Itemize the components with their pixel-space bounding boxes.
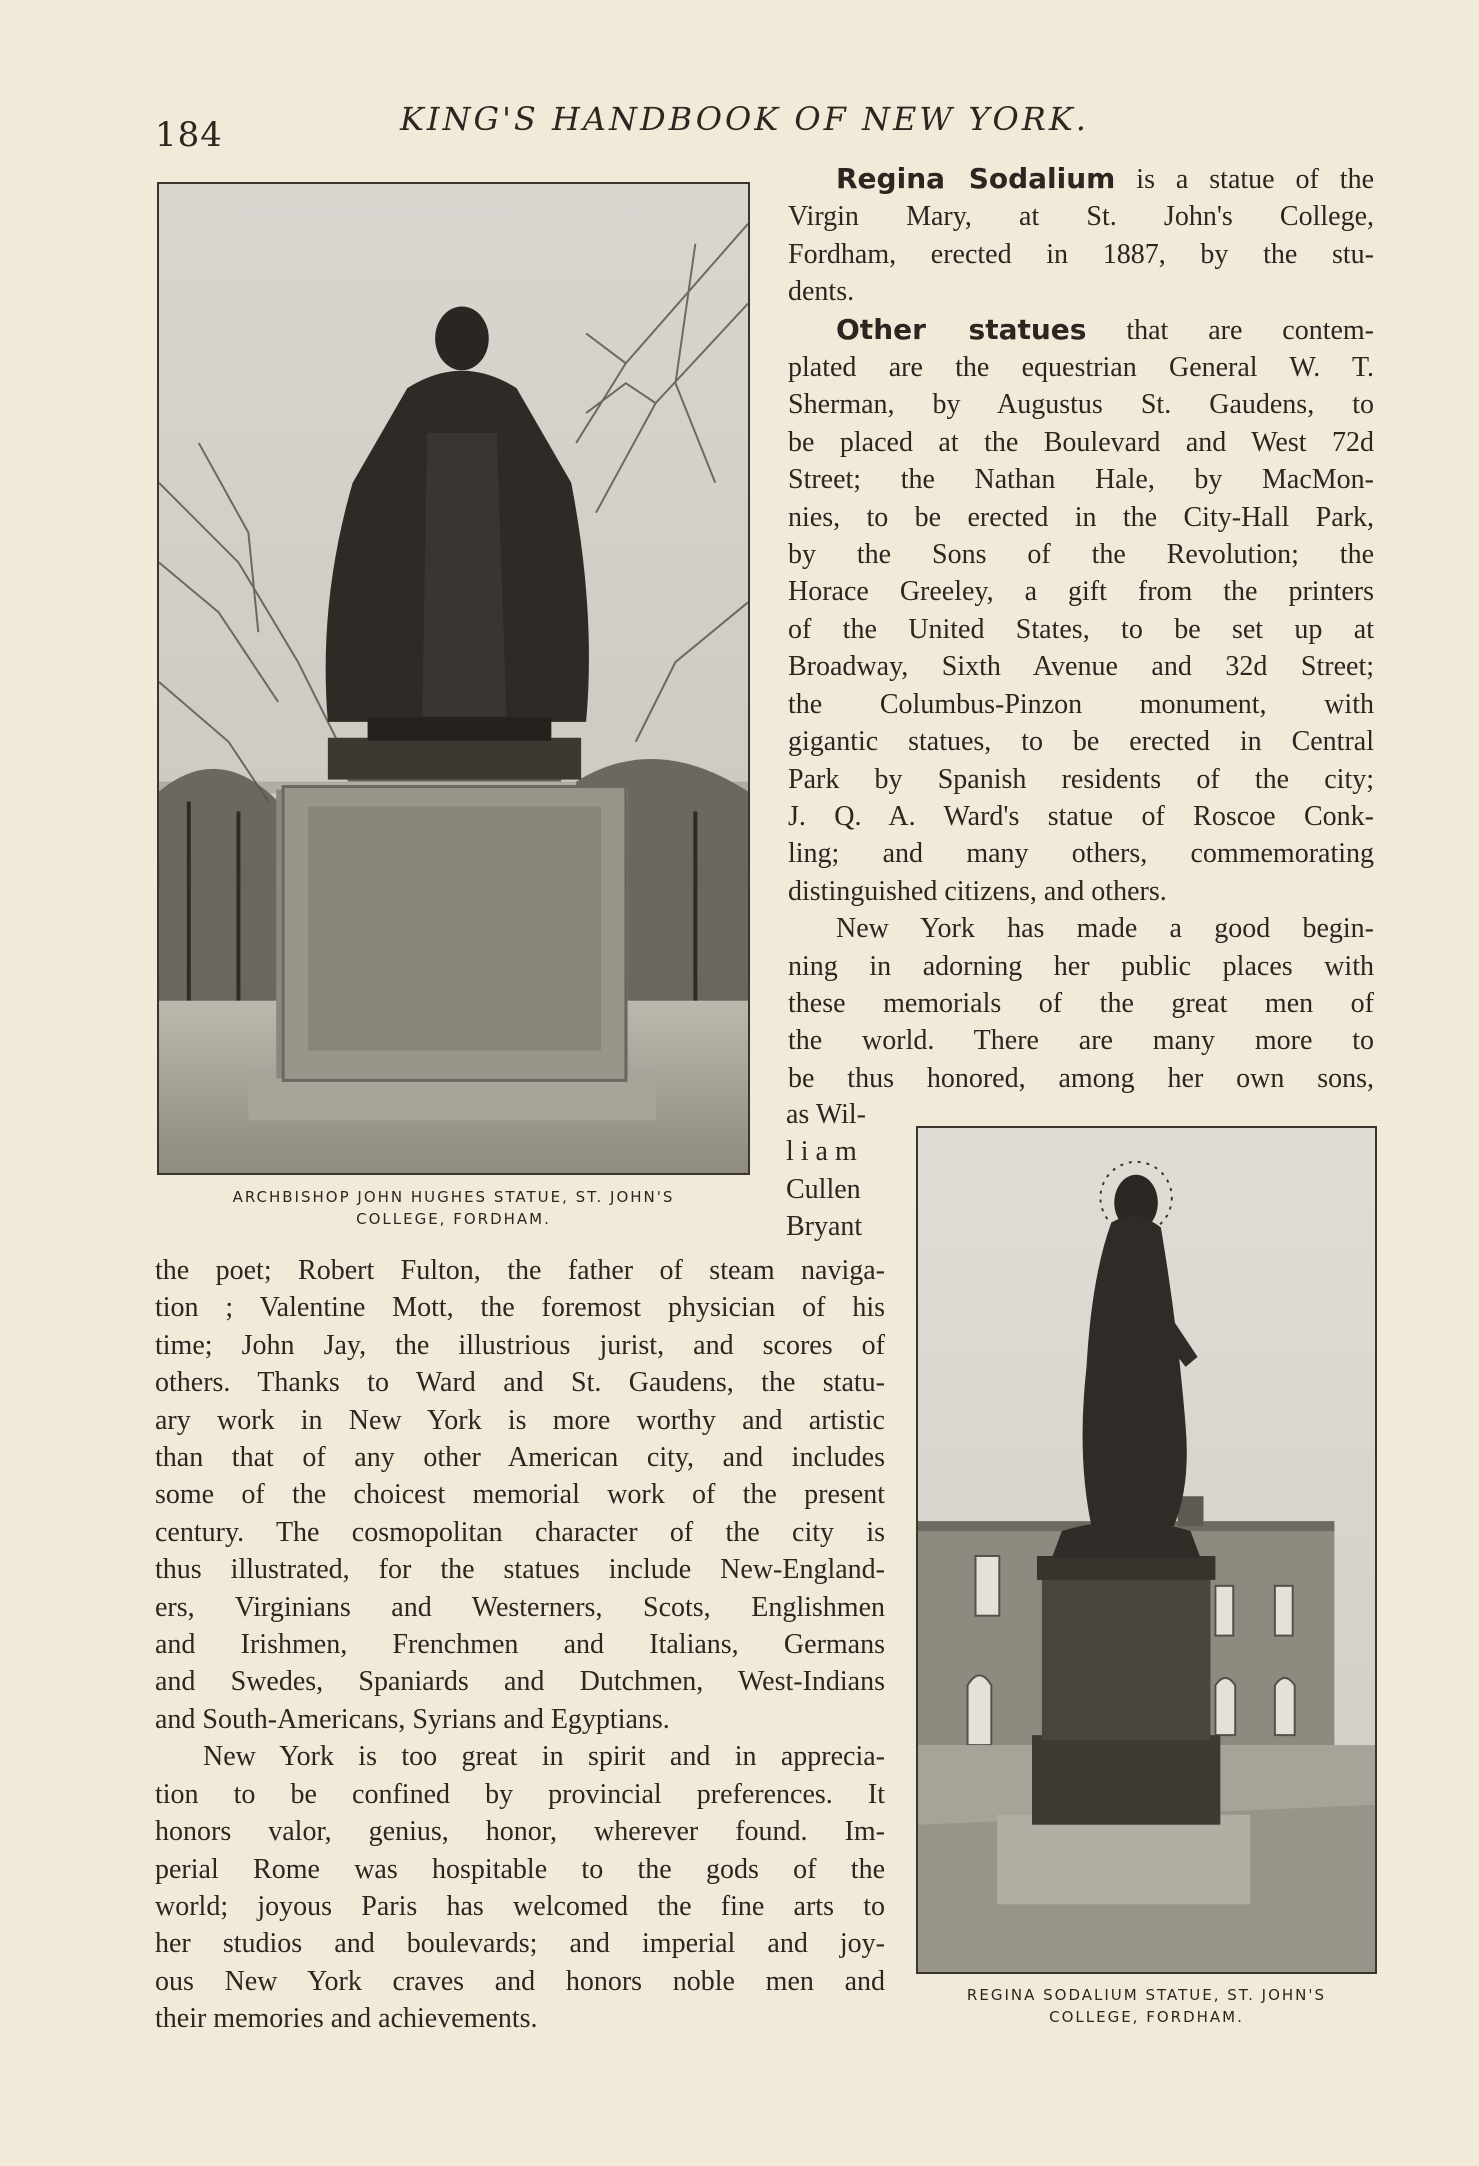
text-line: [155, 1289, 885, 1326]
line-text: plated are the equestrian General W. T.: [788, 352, 1374, 384]
text-line: [788, 349, 1374, 386]
line-text: and Swedes, Spaniards and Dutchmen, West-Indians: [155, 1666, 885, 1698]
line-text: perial Rome was hospitable to the gods of the: [155, 1853, 885, 1885]
text-line: [155, 1663, 885, 1700]
text-line: l i a m: [786, 1136, 857, 1168]
line-text: Horace Greeley, a gift from the printers: [788, 576, 1374, 608]
line-text: others. Thanks to Ward and St. Gaudens, the statu-: [155, 1367, 885, 1399]
text-line: [788, 1022, 1374, 1059]
main-column-text: [155, 1252, 885, 2038]
text-line: [155, 1589, 885, 1626]
hughes-statue-illustration: [159, 184, 748, 1173]
text-line: [788, 873, 1374, 910]
text-line: [788, 573, 1374, 610]
line-text: of the United States, to be set up at: [788, 613, 1374, 645]
text-line: [155, 1776, 885, 1813]
line-text: be thus honored, among her own sons,: [788, 1062, 1374, 1094]
line-text: world; joyous Paris has welcomed the fine arts to: [155, 1890, 885, 1922]
caption-line: COLLEGE, FORDHAM.: [356, 1210, 551, 1228]
line-text: Fordham, erected in 1887, by the stu-: [788, 238, 1374, 270]
text-line: Cullen: [786, 1173, 861, 1205]
text-line: [788, 198, 1374, 235]
line-text: ling; and many others, commemorating: [788, 838, 1374, 870]
line-text: the poet; Robert Fulton, the father of steam naviga-: [155, 1255, 885, 1286]
paragraph-lead: Regina Sodalium: [836, 162, 1116, 195]
text-line: [788, 686, 1374, 723]
text-line: Bryant: [786, 1211, 863, 1243]
line-text: Virgin Mary, at St. John's College,: [788, 201, 1374, 233]
text-line: [788, 835, 1374, 872]
caption-line: COLLEGE, FORDHAM.: [1049, 2008, 1244, 2026]
running-title: KING'S HANDBOOK OF NEW YORK.: [400, 100, 1089, 138]
line-text: and Irishmen, Frenchmen and Italians, Germans: [155, 1629, 885, 1661]
line-text: some of the choicest memorial work of the present: [155, 1479, 885, 1511]
line-text: Broadway, Sixth Avenue and 32d Street;: [788, 651, 1374, 683]
line-text: nies, to be erected in the City-Hall Park,: [788, 501, 1374, 533]
text-line: [788, 160, 1374, 198]
line-text: Street; the Nathan Hale, by MacMon-: [788, 464, 1374, 496]
text-line: [788, 761, 1374, 798]
hughes-statue-photo: [157, 182, 750, 1175]
text-line: as Wil-: [786, 1099, 867, 1130]
text-line: [155, 1963, 885, 2000]
text-line: [788, 648, 1374, 685]
text-line: [155, 1476, 885, 1513]
text-line: [788, 985, 1374, 1022]
line-text: Sherman, by Augustus St. Gaudens, to: [788, 389, 1374, 421]
text-line: [155, 1626, 885, 1663]
regina-sodalium-photo: [916, 1126, 1377, 1974]
line-text: ning in adorning her public places with: [788, 950, 1374, 982]
line-text: by the Sons of the Revolution; the: [788, 539, 1374, 571]
text-line: [788, 461, 1374, 498]
text-line: [155, 1327, 885, 1364]
right-column-text: [788, 160, 1374, 1097]
line-text: J. Q. A. Ward's statue of Roscoe Conk-: [788, 800, 1374, 832]
text-line: [155, 1551, 885, 1588]
line-text: is a statue of the: [1115, 164, 1374, 195]
page-number: 184: [155, 115, 223, 155]
text-line: [788, 424, 1374, 461]
text-line: [155, 1738, 885, 1775]
text-line: [788, 1060, 1374, 1097]
text-line: [788, 723, 1374, 760]
line-text: Park by Spanish residents of the city;: [788, 763, 1374, 795]
text-line: [788, 536, 1374, 573]
narrow-column-text: [786, 1096, 882, 1246]
line-text: thus illustrated, for the statues include New-England-: [155, 1554, 885, 1586]
text-line: [788, 273, 1374, 310]
caption-line: ARCHBISHOP JOHN HUGHES STATUE, ST. JOHN'S: [232, 1188, 675, 1206]
line-text: ous New York craves and honors noble men and: [155, 1965, 885, 1997]
line-text: ary work in New York is more worthy and artistic: [155, 1404, 885, 1436]
text-line: [155, 1402, 885, 1439]
text-line: [155, 1252, 885, 1289]
text-line: [788, 311, 1374, 349]
line-text: gigantic statues, to be erected in Central: [788, 726, 1374, 758]
text-line: [788, 236, 1374, 273]
caption-line: REGINA SODALIUM STATUE, ST. JOHN'S: [966, 1986, 1327, 2004]
line-text: dents.: [788, 276, 855, 308]
line-text: these memorials of the great men of: [788, 987, 1374, 1019]
line-text: time; John Jay, the illustrious jurist, and scores of: [155, 1329, 885, 1361]
line-text: her studios and boulevards; and imperial and joy-: [155, 1928, 885, 1960]
line-text: tion to be confined by provincial preferences. It: [155, 1778, 885, 1810]
paragraph-lead: Other statues: [836, 312, 1087, 346]
text-line: [788, 910, 1374, 947]
line-text: the world. There are many more to: [788, 1025, 1374, 1057]
line-text: and South-Americans, Syrians and Egyptians.: [155, 1703, 670, 1735]
line-text: their memories and achievements.: [155, 2003, 538, 2035]
text-line: [155, 1925, 885, 1962]
line-text: than that of any other American city, and includes: [155, 1442, 885, 1474]
text-line: [155, 1851, 885, 1888]
line-text: tion ; Valentine Mott, the foremost physician of his: [155, 1292, 885, 1324]
line-text: honors valor, genius, honor, wherever found. Im-: [155, 1816, 885, 1848]
text-line: [788, 386, 1374, 423]
text-line: [155, 1364, 885, 1401]
line-text: century. The cosmopolitan character of the city is: [155, 1516, 885, 1548]
regina-sodalium-illustration: [918, 1128, 1375, 1972]
line-text: New York is too great in spirit and in apprecia-: [203, 1741, 885, 1773]
text-line: [788, 798, 1374, 835]
line-text: ers, Virginians and Westerners, Scots, Englishmen: [155, 1591, 885, 1623]
line-text: that are contem-: [1086, 314, 1374, 346]
line-text: New York has made a good begin-: [836, 913, 1374, 945]
text-line: [155, 2000, 885, 2037]
text-line: [155, 1514, 885, 1551]
text-line: [788, 948, 1374, 985]
text-line: [155, 1888, 885, 1925]
text-line: [788, 611, 1374, 648]
line-text: distinguished citizens, and others.: [788, 875, 1167, 907]
text-line: [155, 1701, 885, 1738]
line-text: be placed at the Boulevard and West 72d: [788, 426, 1374, 458]
line-text: the Columbus-Pinzon monument, with: [788, 688, 1374, 720]
regina-sodalium-caption: [916, 1984, 1377, 2028]
text-line: [155, 1439, 885, 1476]
text-line: [788, 499, 1374, 536]
text-line: [155, 1813, 885, 1850]
hughes-statue-caption: [157, 1186, 750, 1230]
